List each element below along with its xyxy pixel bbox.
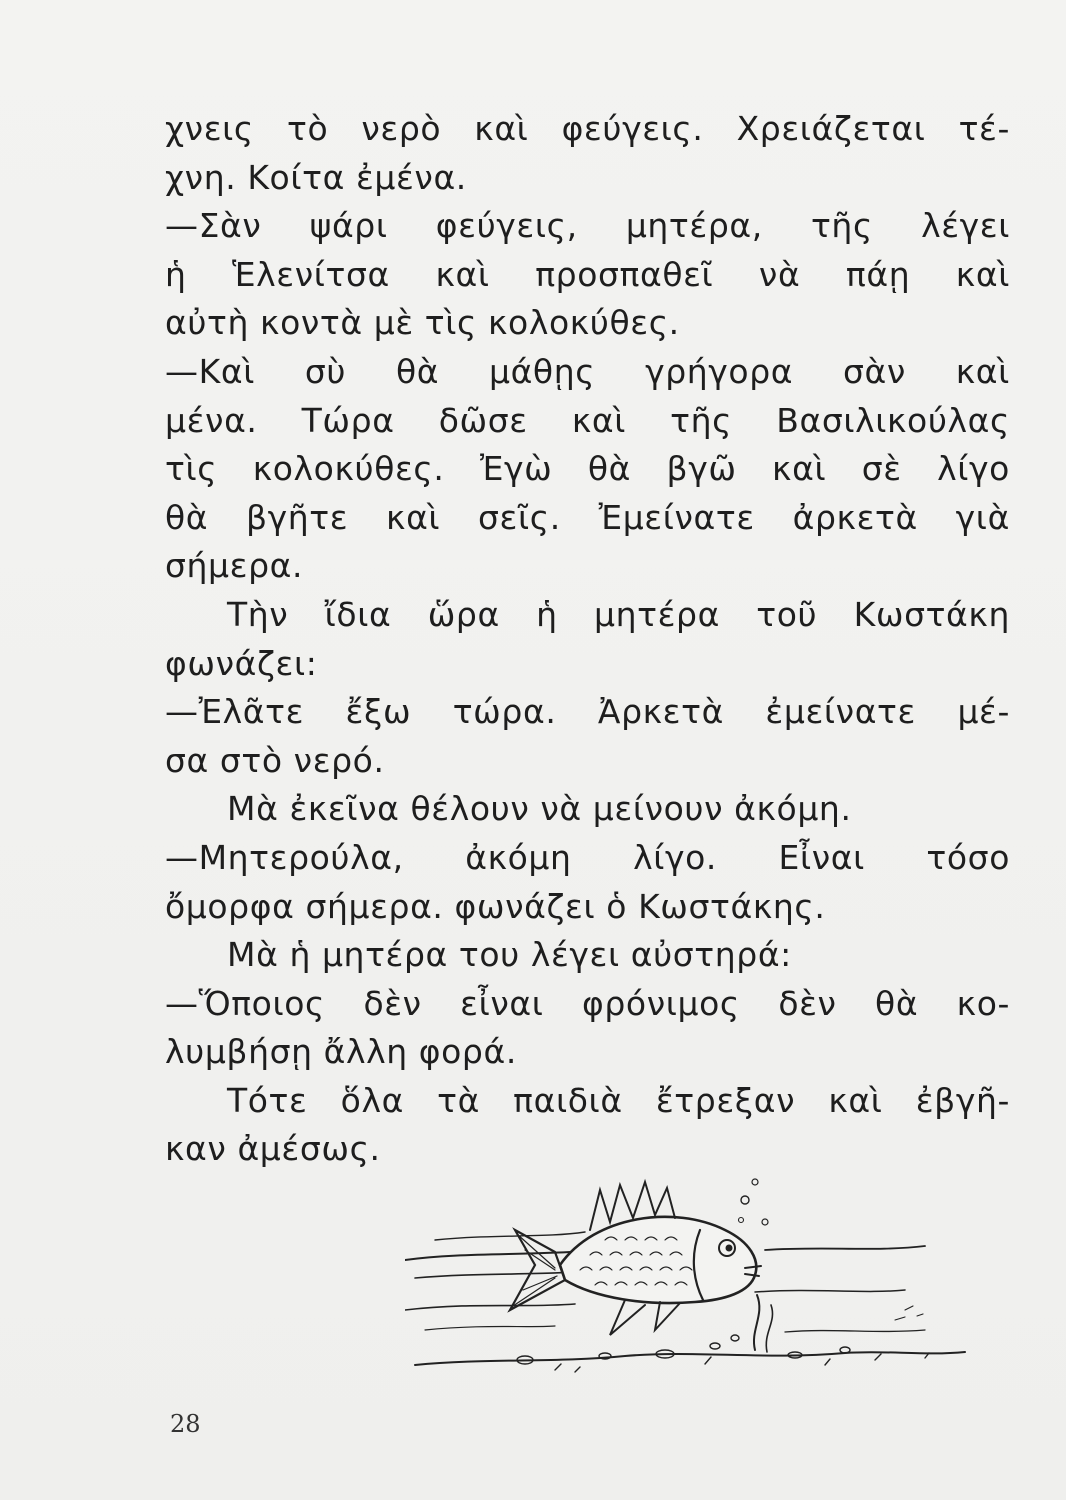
text-word: μάθῃς <box>488 351 596 391</box>
text-word: προσπαθεῖ <box>535 254 714 294</box>
text-word: Χρειάζεται <box>736 109 926 148</box>
text-word: χνεις <box>165 109 254 148</box>
text-word: του <box>458 935 520 975</box>
text-word: μὲ <box>373 303 414 343</box>
text-word: —Ὅποιος <box>165 983 325 1023</box>
text-word: παιδιὰ <box>513 1080 623 1120</box>
text-word: Ἑλενίτσα <box>232 254 390 294</box>
text-word: βγῶ <box>666 449 737 489</box>
text-word: λίγο. <box>633 837 717 877</box>
text-word: ὥρα <box>427 594 500 634</box>
text-line <box>165 348 1010 397</box>
text-word: καὶ <box>955 254 1010 294</box>
text-line <box>165 494 1010 543</box>
text-word: κολοκύθες. <box>252 449 445 489</box>
text-word: Εἶναι <box>778 837 865 877</box>
text-word: τὰ <box>437 1080 480 1120</box>
text-word: σὲ <box>861 449 902 489</box>
text-word: γιὰ <box>955 497 1010 537</box>
text-word: τώρα. <box>452 692 557 732</box>
text-word: θέλουν <box>410 789 530 829</box>
text-word: τόσο <box>926 837 1010 877</box>
text-word: ὅλα <box>340 1080 404 1120</box>
text-word: Τὴν <box>227 594 289 634</box>
text-word: φρόνιμος <box>581 983 740 1023</box>
text-word: καὶ <box>435 254 490 294</box>
text-line <box>165 105 1010 154</box>
text-word: ἔτρεξαν <box>655 1080 796 1120</box>
text-word: ἀκόμη <box>465 837 572 877</box>
text-word: λέγει <box>921 206 1010 246</box>
text-word: κολοκύθες. <box>487 303 680 343</box>
text-word: τὸ <box>286 109 329 148</box>
text-word: σὰν <box>842 351 906 391</box>
text-word: Ἀρκετὰ <box>597 692 724 732</box>
text-word: αὐτὴ <box>165 303 250 343</box>
text-word: ψάρι <box>309 206 388 246</box>
text-word: καὶ <box>386 497 441 537</box>
text-word: ἡ <box>536 594 558 634</box>
text-word: καὶ <box>474 109 529 148</box>
text-word: Μὰ <box>227 789 279 829</box>
text-word: μένα. <box>165 400 258 440</box>
text-word: μητέρα <box>321 935 448 975</box>
text-word: φεύγεις, <box>435 206 578 246</box>
text-word: ἐμείνατε <box>765 692 916 732</box>
text-word: ἀμέσως. <box>237 1129 381 1169</box>
text-word: —Καὶ <box>165 351 255 391</box>
text-line <box>165 688 1010 737</box>
text-line <box>165 1028 1010 1077</box>
text-word: κο- <box>956 983 1010 1023</box>
text-word: Κωστάκη <box>853 594 1010 634</box>
text-word: φωνάζει: <box>165 643 318 683</box>
page-number: 28 <box>170 1410 201 1438</box>
text-word: στὸ <box>219 740 283 780</box>
fish-underwater-illustration-icon <box>405 1160 985 1400</box>
text-word: καὶ <box>828 1080 883 1120</box>
text-word: λίγο <box>937 449 1010 489</box>
text-word: νερό. <box>293 740 385 780</box>
text-word: ἡ <box>165 254 187 294</box>
text-word: νὰ <box>758 254 801 294</box>
text-word: ἀρκετὰ <box>792 497 918 537</box>
text-word: λυμβήσῃ <box>165 1032 313 1072</box>
text-word: ἐβγῆ- <box>915 1080 1010 1120</box>
text-word: ἀκόμη. <box>734 789 852 829</box>
text-word: —Μητερούλα, <box>165 837 404 877</box>
text-word: χνη. <box>165 157 237 197</box>
text-word: θὰ <box>587 449 632 489</box>
text-word: εἶναι <box>460 983 544 1023</box>
text-line <box>165 931 1010 980</box>
text-word: δὲν <box>363 983 422 1023</box>
text-word: καὶ <box>955 351 1010 391</box>
text-word: σήμερα. <box>305 886 444 926</box>
text-word: τέ- <box>958 109 1010 148</box>
text-word: νὰ <box>540 789 582 829</box>
text-word: θὰ <box>165 497 209 537</box>
text-word: ἡ <box>289 935 311 975</box>
text-word: καν <box>165 1129 227 1169</box>
text-word: Μὰ <box>227 935 279 975</box>
text-word: τὶς <box>424 303 477 343</box>
text-word: τὶς <box>165 449 218 489</box>
text-word: σὺ <box>304 351 347 391</box>
text-word: —Σὰν <box>165 206 262 246</box>
text-word: σεῖς. <box>478 497 561 537</box>
text-word: δὲν <box>778 983 837 1023</box>
text-word: βγῆτε <box>245 497 349 537</box>
text-word: καὶ <box>772 449 827 489</box>
text-word: σήμερα. <box>165 546 304 586</box>
text-line <box>165 737 1010 786</box>
body-text <box>165 105 1010 1174</box>
text-word: ἔξω <box>345 692 412 732</box>
text-line <box>165 202 1010 251</box>
text-word: σα <box>165 740 209 780</box>
text-word: κοντὰ <box>260 303 363 343</box>
text-word: φωνάζει <box>454 886 596 926</box>
text-word: αὐστηρά: <box>630 935 792 975</box>
text-line <box>165 299 1010 348</box>
text-line <box>165 445 1010 494</box>
text-line <box>165 542 1010 591</box>
text-word: θὰ <box>395 351 440 391</box>
text-line <box>165 397 1010 446</box>
text-word: Ἐγὼ <box>479 449 553 489</box>
text-word: Κωστάκης. <box>638 886 826 926</box>
text-word: μητέρα, <box>625 206 763 246</box>
text-word: Βασιλικούλας <box>776 400 1010 440</box>
text-word: τῆς <box>670 400 733 440</box>
text-word: —Ἐλᾶτε <box>165 692 305 732</box>
text-word: καὶ <box>571 400 626 440</box>
text-word: Τότε <box>227 1080 308 1120</box>
text-word: μείνουν <box>592 789 724 829</box>
text-line <box>165 640 1010 689</box>
text-line <box>165 1077 1010 1126</box>
text-word: τῆς <box>810 206 873 246</box>
text-word: μητέρα <box>594 594 720 634</box>
text-word: τοῦ <box>756 594 818 634</box>
text-line <box>165 785 1010 834</box>
text-word: ἴδια <box>324 594 392 634</box>
text-word: Τώρα <box>301 400 395 440</box>
text-word: πάῃ <box>845 254 911 294</box>
text-line <box>165 154 1010 203</box>
text-word: νερὸ <box>361 109 442 148</box>
text-word: ὄμορφα <box>165 886 295 926</box>
text-word: ἐμένα. <box>355 157 467 197</box>
text-word: ὁ <box>606 886 628 926</box>
text-line <box>165 251 1010 300</box>
text-word: θὰ <box>875 983 919 1023</box>
text-word: λέγει <box>530 935 620 975</box>
text-word: φορά. <box>418 1032 517 1072</box>
text-word: ἐκεῖνα <box>289 789 400 829</box>
text-word: Κοίτα <box>247 157 345 197</box>
text-word: μέ- <box>957 692 1010 732</box>
text-word: δῶσε <box>438 400 528 440</box>
text-line <box>165 834 1010 883</box>
text-line <box>165 980 1010 1029</box>
text-word: Ἐμείνατε <box>598 497 755 537</box>
text-line <box>165 883 1010 932</box>
text-word: ἄλλη <box>323 1032 408 1072</box>
text-word: γρήγορα <box>645 351 794 391</box>
text-line <box>165 591 1010 640</box>
text-word: φεύγεις. <box>561 109 704 148</box>
